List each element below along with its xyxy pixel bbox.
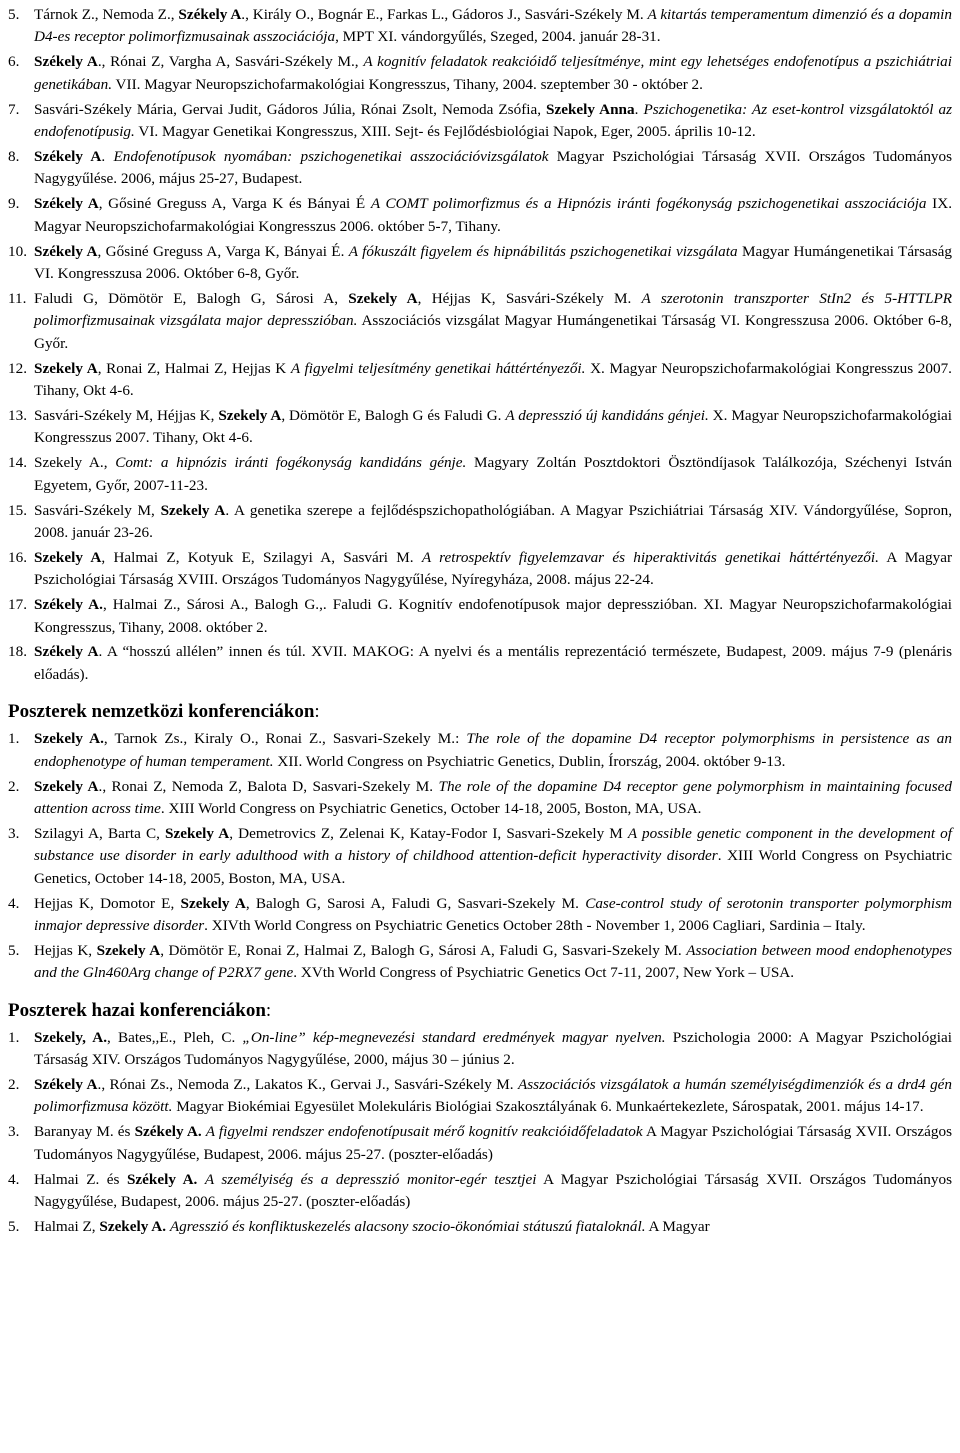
reference-number: 10. xyxy=(8,242,27,260)
reference-number: 11. xyxy=(8,289,27,307)
reference-title: A retrospektív figyelemzavar és hiperaktivitás genetikai háttértényezői. xyxy=(421,548,879,566)
reference-text: Baranyay M. és xyxy=(34,1123,135,1141)
reference-text: . A genetika szerepe a fejlődéspszichopathológiában. A Magyar Pszichiátriai Társaság XIV. Vándorgyűlése, Sopron, 2008. január 23-26. xyxy=(34,501,952,541)
reference-text: Hejjas K, xyxy=(34,941,97,959)
reference-item xyxy=(8,99,952,144)
reference-title: A kitartás temperamentum dimenzió és a dopamin D4-es receptor polimorfizmusainak asszociációja xyxy=(34,6,952,46)
reference-item xyxy=(8,193,952,238)
reference-title: A személyiség és a depresszió monitor-egér tesztjei xyxy=(204,1170,537,1188)
reference-number: 7. xyxy=(8,100,20,118)
author-highlight: Szekely A xyxy=(160,501,226,519)
reference-number: 3. xyxy=(8,1123,20,1141)
reference-text: ., Király O., Bognár E., Farkas L., Gádoros J., Sasvári-Székely M. xyxy=(241,6,648,23)
reference-number: 2. xyxy=(8,777,20,795)
reference-text: ., Rónai Zs., Nemoda Z., Lakatos K., Gervai J., Sasvári-Székely M. xyxy=(97,1076,518,1094)
reference-text: , Demetrovics Z, Zelenai K, Katay-Fodor I, Sasvari-Szekely M xyxy=(229,824,628,842)
author-highlight: Szekely A. xyxy=(34,730,104,748)
reference-text: . xyxy=(634,100,644,118)
reference-number: 14. xyxy=(8,454,27,472)
reference-item xyxy=(8,241,952,286)
reference-item xyxy=(8,500,952,545)
reference-item xyxy=(8,1169,952,1214)
author-highlight: Székely A. xyxy=(34,596,103,614)
reference-text: , Halmai Z., Sárosi A., Balogh G.,. Faludi G. Kognitív endofenotípusok major depresszióban. XI. Magyar Neuropszichofarmakológiai Kongresszus, Tihany, 2008. október 2. xyxy=(34,596,952,636)
reference-text: Hejjas K, Domotor E, xyxy=(34,894,181,912)
reference-text: ., Ronai Z, Nemoda Z, Balota D, Sasvari-Szekely M. xyxy=(98,777,439,795)
reference-text: , Balogh G, Sarosi A, Faludi G, Sasvari-Szekely M. xyxy=(245,894,586,912)
section-heading: Poszterek hazai konferenciákon: xyxy=(8,999,272,1021)
reference-number: 2. xyxy=(8,1076,20,1094)
reference-text: VII. Magyar Neuropszichofarmakológiai Kongresszus, Tihany, 2004. szeptember 30 - október 2. xyxy=(112,75,703,93)
reference-item xyxy=(8,641,952,686)
reference-text: A Magyar Pszichológiai Társaság XVII. Országos Tudományos Nagygyűlése, Budapest, 2006. május 25-27. (poszter-előadás) xyxy=(34,1170,952,1211)
author-highlight: Szekely A xyxy=(218,406,282,424)
reference-text: . XIII World Congress on Psychiatric Genetics, October 14-18, 2005, Boston, MA, USA. xyxy=(160,800,702,817)
reference-item xyxy=(8,1074,952,1119)
reference-item xyxy=(8,893,952,938)
reference-item xyxy=(8,940,952,985)
reference-text: Magyar Pszichológiai Társaság XVII. Országos Tudományos Nagygyűlése. 2006, május 25-27, Budapest. xyxy=(34,147,953,188)
author-highlight: Székely A. xyxy=(126,1170,198,1188)
reference-title: Endofenotípusok nyomában: pszichogenetikai asszociációvizsgálatok xyxy=(113,147,549,165)
reference-text: , Dömötör E, Balogh G és Faludi G. xyxy=(281,406,506,424)
reference-text: Halmai Z, xyxy=(34,1218,100,1235)
reference-text: Pszichologia 2000: A Magyar Pszichológiai Társaság XIV. Országos Tudományos Nagygyűlése, 2000, május 30 – június 2. xyxy=(34,1028,952,1069)
reference-number: 3. xyxy=(8,824,20,842)
reference-title: Pszichogenetika: Az eset-kontrol vizsgálatoktól az endofenotípusig. xyxy=(34,100,953,141)
reference-text: Szilagyi A, Barta C, xyxy=(34,824,166,842)
reference-number: 1. xyxy=(8,1028,20,1046)
reference-title: A COMT polimorfizmus és a Hipnózis iránti fogékonyság pszichogenetikai asszociációja xyxy=(370,195,927,213)
reference-number: 17. xyxy=(8,596,27,614)
reference-title: A figyelmi rendszer endofenotípusait mérő kognitív reakcióidőfeladatok xyxy=(205,1123,643,1141)
section-heading: Poszterek nemzetközi konferenciákon: xyxy=(8,701,320,723)
reference-item xyxy=(8,776,952,821)
reference-text: X. Magyar Neuropszichofarmakológiai Kongresszus 2007. Tihany, Okt 4-6. xyxy=(34,359,952,399)
reference-item xyxy=(8,452,952,497)
reference-title: The role of the dopamine D4 receptor gene polymorphism in maintaining focused attention across time xyxy=(34,777,952,817)
author-highlight: Szekely A xyxy=(34,777,99,795)
reference-text: Szekely A., xyxy=(34,454,116,472)
reference-text: Tárnok Z., Nemoda Z., xyxy=(34,6,179,23)
reference-text: . XIVth World Congress on Psychiatric Genetics October 28th - November 1, 2006 Cagliari, Sardinia – Italy. xyxy=(204,917,866,935)
reference-title: Association between mood endophenotypes and the Gln460Arg change of P2RX7 gene xyxy=(34,941,953,982)
reference-title: Comt: a hipnózis iránti fogékonyság kandidáns génje. xyxy=(115,454,467,472)
author-highlight: Székely A xyxy=(34,195,99,213)
reference-list xyxy=(8,1027,952,1239)
reference-number: 1. xyxy=(8,730,20,748)
author-highlight: Székely A xyxy=(34,53,98,71)
reference-number: 13. xyxy=(8,406,27,424)
reference-text: . XIII World Congress on Psychiatric Genetics, October 14-18, 2005, Boston, MA, USA. xyxy=(34,847,952,887)
reference-text: Halmai Z. és xyxy=(34,1170,127,1188)
reference-text: Magyar Humángenetikai Társaság VI. Kongresszusa 2006. Október 6-8, Győr. xyxy=(34,242,953,282)
reference-text xyxy=(197,1171,205,1188)
reference-number: 4. xyxy=(8,1170,20,1188)
author-highlight: Szekely, A. xyxy=(34,1028,107,1046)
reference-item xyxy=(8,1027,952,1072)
reference-item xyxy=(8,1216,952,1238)
author-highlight: Szekely A xyxy=(180,894,246,912)
reference-text: . xyxy=(101,147,114,165)
reference-text: , Gősiné Greguss A, Varga K és Bányai É xyxy=(98,195,371,213)
author-highlight: Székely A xyxy=(34,242,98,260)
reference-text: , Ronai Z, Halmai Z, Hejjas K xyxy=(97,359,291,377)
reference-text: IX. Magyar Neuropszichofarmakológiai Kongresszus 2006. október 5-7, Tihany. xyxy=(34,195,953,235)
reference-number: 5. xyxy=(8,1218,20,1235)
author-highlight: Székely A xyxy=(34,147,102,165)
author-highlight: Szekely A xyxy=(165,824,230,842)
reference-text: XII. World Congress on Psychiatric Genetics, Dublin, Írország, 2004. október 9-13. xyxy=(273,752,786,770)
reference-number: 12. xyxy=(8,359,27,377)
reference-item xyxy=(8,4,952,49)
author-highlight: Szekely A. xyxy=(99,1218,167,1235)
reference-title: A szerotonin transzporter StIn2 és 5-HTTLPR polimorfizmusainak vizsgálata major depresszióban. xyxy=(34,289,953,330)
reference-text: , Bates,,E., Pleh, C. xyxy=(107,1028,243,1046)
reference-title: Asszociációs vizsgálatok a humán személyiségdimenziók és a drd4 gén polimorfizmusa között. xyxy=(34,1076,952,1116)
reference-title: A depresszió új kandidáns génjei. xyxy=(505,406,709,424)
reference-title: A kognitív feladatok reakcióidő teljesítménye, mint egy lehetséges endofenotípus a pszichiátriai genetikában. xyxy=(34,53,952,93)
author-highlight: Szekely Anna xyxy=(546,100,635,118)
reference-item xyxy=(8,288,952,355)
reference-text: Sasvári-Székely M, Héjjas K, xyxy=(34,406,219,424)
reference-text: , Halmai Z, Kotyuk E, Szilagyi A, Sasvári M. xyxy=(101,548,422,566)
reference-text: . A “hosszú allélen” innen és túl. XVII. MAKOG: A nyelvi és a mentális reprezentáció természete, Budapest, 2009. május 7-9 (plenáris előadás). xyxy=(34,643,952,683)
reference-title: Case-control study of serotonin transporter polymorphism inmajor depressive disorder xyxy=(34,894,953,935)
author-highlight: Székely A xyxy=(178,6,242,23)
reference-item xyxy=(8,405,952,450)
reference-item xyxy=(8,358,952,403)
reference-list xyxy=(8,4,952,686)
reference-number: 6. xyxy=(8,53,20,71)
author-highlight: Szekely A xyxy=(348,289,418,307)
reference-title: A possible genetic component in the development of substance use disorder in early adulthood with a history of childhood attention-deficit hyperactivity disorder xyxy=(34,824,952,865)
reference-text: . XVth World Congress of Psychiatric Genetics Oct 7-11, 2007, New York – USA. xyxy=(293,964,795,982)
reference-text: , Dömötör E, Ronai Z, Halmai Z, Balogh G, Sárosi A, Faludi G, Sasvari-Szekely M. xyxy=(160,941,687,959)
reference-title: „On-line” kép-megnevezési standard eredmények magyar nyelven. xyxy=(242,1028,666,1046)
reference-item xyxy=(8,146,952,191)
reference-item xyxy=(8,823,952,890)
author-highlight: Szekely A xyxy=(96,941,161,959)
reference-text: , Héjjas K, Sasvári-Székely M. xyxy=(417,289,642,307)
reference-item xyxy=(8,51,952,96)
reference-title: Agresszió és konfliktuskezelés alacsony szocio-ökonómiai státuszú fiataloknál. xyxy=(169,1218,646,1235)
reference-text: Sasvári-Székely Mária, Gervai Judit, Gádoros Júlia, Rónai Zsolt, Nemoda Zsófia, xyxy=(34,100,547,118)
reference-text: Magyar Biokémiai Egyesület Molekuláris Biológiai Szakosztályának 6. Munkaértekezlete, Sárospatak, 2001. május 14-17. xyxy=(172,1098,924,1116)
reference-text: , Tarnok Zs., Kiraly O., Ronai Z., Sasvari-Szekely M.: xyxy=(103,730,467,748)
reference-number: 8. xyxy=(8,147,20,165)
reference-number: 5. xyxy=(8,941,20,959)
reference-text: VI. Magyar Genetikai Kongresszus, XIII. Sejt- és Fejlődésbiológiai Napok, Eger, 2005. április 10-12. xyxy=(134,123,756,141)
reference-item xyxy=(8,547,952,592)
author-highlight: Szekely A xyxy=(34,359,98,377)
reference-text: , MPT XI. vándorgyűlés, Szeged, 2004. január 28-31. xyxy=(335,28,661,46)
reference-text: A Magyar Pszichológiai Társaság XVII. Országos Tudományos Nagygyűlése, Budapest, 2006. május 25-27. (poszter-előadás) xyxy=(34,1123,952,1163)
author-highlight: Szekely A xyxy=(34,548,102,566)
reference-text: X. Magyar Neuropszichofarmakológiai Kongresszus 2007. Tihany, Okt 4-6. xyxy=(34,406,953,447)
reference-item xyxy=(8,594,952,639)
reference-item xyxy=(8,728,952,773)
author-highlight: Székely A xyxy=(34,643,99,661)
reference-number: 4. xyxy=(8,894,20,912)
reference-number: 18. xyxy=(8,643,27,661)
reference-text: Asszociációs vizsgálat Magyar Humángenetikai Társaság VI. Kongresszusa 2006. Október 6-8, Győr. xyxy=(34,312,952,352)
reference-number: 5. xyxy=(8,6,20,23)
reference-text: Magyary Zoltán Posztdoktori Ösztöndíjasok Találkozója, Széchenyi István Egyetem, Győr, 2007-11-23. xyxy=(34,454,952,494)
reference-title: A figyelmi teljesítmény genetikai háttértényezői. xyxy=(290,359,586,377)
reference-text: A Magyar xyxy=(645,1218,710,1235)
reference-item xyxy=(8,1121,952,1166)
reference-list xyxy=(8,728,952,984)
reference-text: , Gősiné Greguss A, Varga K, Bányai É. xyxy=(97,242,349,260)
reference-text: Faludi G, Dömötör E, Balogh G, Sárosi A, xyxy=(34,289,349,307)
reference-text: Sasvári-Székely M, xyxy=(34,501,161,519)
author-highlight: Székely A. xyxy=(134,1123,202,1141)
reference-number: 16. xyxy=(8,548,27,566)
reference-title: A fókuszált figyelem és hipnábilitás pszichogenetikai vizsgálata xyxy=(348,242,738,260)
reference-text: ., Rónai Z, Vargha A, Sasvári-Székely M., xyxy=(97,53,364,71)
author-highlight: Székely A xyxy=(34,1076,98,1094)
reference-number: 9. xyxy=(8,195,20,213)
reference-text: A Magyar Pszichológiai Társaság XVIII. Országos Tudományos Nagygyűlése, Nyíregyháza, 2008. május 22-24. xyxy=(34,548,953,589)
reference-title: The role of the dopamine D4 receptor polymorphisms in persistence as an endophenotype of human temperament. xyxy=(34,730,952,770)
reference-number: 15. xyxy=(8,501,27,519)
